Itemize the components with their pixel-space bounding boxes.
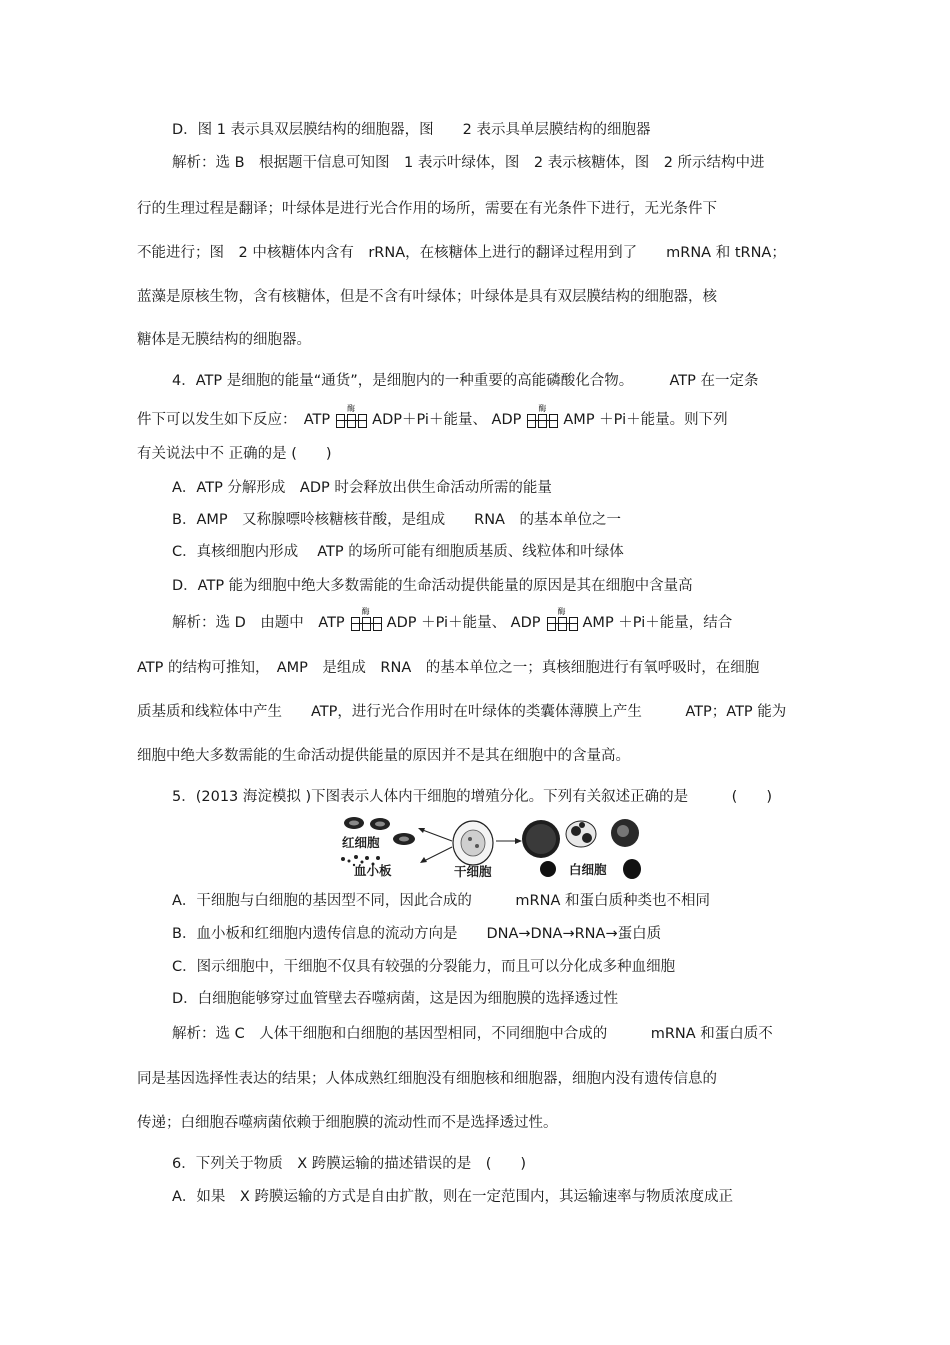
question-4-ask: 有关说法中不 正确的是 ( )	[137, 446, 332, 462]
question-6-stem: 6．下列关于物质 X 跨膜运输的描述错误的是 ( )	[172, 1156, 527, 1172]
analysis-q5-line3: 传递；白细胞吞噬病菌依赖于细胞膜的流动性而不是选择透过性。	[137, 1115, 558, 1131]
reaction-text-1: 件下可以发生如下反应： ATP	[137, 412, 331, 428]
analysis-q3-line2: 行的生理过程是翻译；叶绿体是进行光合作用的场所，需要在有光条件下进行，无光条件下	[137, 201, 717, 217]
reaction-text-2: ADP＋Pi＋能量、 ADP	[372, 412, 522, 428]
analysis-text-2: ADP ＋Pi＋能量、 ADP	[386, 615, 541, 631]
analysis-q4-line3: 质基质和线粒体中产生 ATP，进行光合作用时在叶绿体的类囊体薄膜上产生 ATP；ATP 能为	[137, 704, 787, 720]
analysis-q4-line1	[172, 607, 733, 633]
analysis-q3-line5: 糖体是无膜结构的细胞器。	[137, 332, 311, 348]
question-4-reaction	[137, 404, 728, 430]
option-b-q4: B．AMP 又称腺嘌呤核糖核苷酸，是组成 RNA 的基本单位之一	[172, 512, 621, 528]
option-a-q5: A．干细胞与白细胞的基因型不同，因此合成的 mRNA 和蛋白质种类也不相同	[172, 893, 710, 909]
reaction-text-3: AMP ＋Pi＋能量。则下列	[563, 412, 728, 428]
option-b-q5: B．血小板和红细胞内遗传信息的流动方向是 DNA→DNA→RNA→蛋白质	[172, 926, 662, 942]
option-d-q5: D．白细胞能够穿过血管壁去吞噬病菌，这是因为细胞膜的选择透过性	[172, 991, 619, 1007]
analysis-q5-line2: 同是基因选择性表达的结果；人体成熟红细胞没有细胞核和细胞器，细胞内没有遗传信息的	[137, 1071, 717, 1087]
label-stem-cell: 干细胞	[454, 864, 492, 879]
option-c-q5: C．图示细胞中，干细胞不仅具有较强的分裂能力，而且可以分化成多种血细胞	[172, 959, 676, 975]
analysis-q4-line2: ATP 的结构可推知， AMP 是组成 RNA 的基本单位之一；真核细胞进行有氧呼吸时，在细胞	[137, 660, 760, 676]
stem-cell-differentiation-figure	[340, 815, 645, 881]
question-4-stem: 4．ATP 是细胞的能量“通货”，是细胞内的一种重要的高能磷酸化合物。 ATP 在一定条	[172, 373, 759, 389]
label-white-cell: 白细胞	[569, 862, 607, 877]
option-a-q6: A．如果 X 跨膜运输的方式是自由扩散，则在一定范围内，其运输速率与物质浓度成正	[172, 1189, 733, 1205]
enzyme-arrow-icon: 酶	[349, 613, 383, 633]
enzyme-arrow-icon: 酶	[545, 613, 579, 633]
analysis-q4-line4: 细胞中绝大多数需能的生命活动提供能量的原因并不是其在细胞中的含量高。	[137, 748, 630, 764]
option-d-q4: D．ATP 能为细胞中绝大多数需能的生命活动提供能量的原因是其在细胞中含量高	[172, 578, 693, 594]
analysis-text-3: AMP ＋Pi＋能量，结合	[582, 615, 733, 631]
analysis-q5-line1: 解析：选 C 人体干细胞和白细胞的基因型相同，不同细胞中合成的 mRNA 和蛋白质不	[172, 1026, 773, 1042]
question-5-stem: 5．(2013 海淀模拟 )下图表示人体内干细胞的增殖分化。下列有关叙述正确的是 ( )	[172, 789, 772, 805]
analysis-q3-line1: 解析：选 B 根据题干信息可知图 1 表示叶绿体，图 2 表示核糖体，图 2 所示结构中进	[172, 155, 765, 171]
analysis-q3-line3: 不能进行；图 2 中核糖体内含有 rRNA，在核糖体上进行的翻译过程用到了 mRNA 和 tRNA；	[137, 245, 786, 261]
enzyme-arrow-icon: 酶	[525, 410, 559, 430]
enzyme-arrow-icon: 酶	[334, 410, 368, 430]
label-platelet: 血小板	[354, 863, 392, 878]
option-a-q4: A．ATP 分解形成 ADP 时会释放出供生命活动所需的能量	[172, 480, 552, 496]
analysis-text-1: 解析：选 D 由题中 ATP	[172, 615, 345, 631]
label-red-cell: 红细胞	[342, 835, 380, 850]
analysis-q3-line4: 蓝藻是原核生物，含有核糖体，但是不含有叶绿体；叶绿体是具有双层膜结构的细胞器，核	[137, 289, 717, 305]
option-c-q4: C．真核细胞内形成 ATP 的场所可能有细胞质基质、线粒体和叶绿体	[172, 544, 624, 560]
option-d-q3: D．图 1 表示具双层膜结构的细胞器，图 2 表示具单层膜结构的细胞器	[172, 122, 651, 138]
